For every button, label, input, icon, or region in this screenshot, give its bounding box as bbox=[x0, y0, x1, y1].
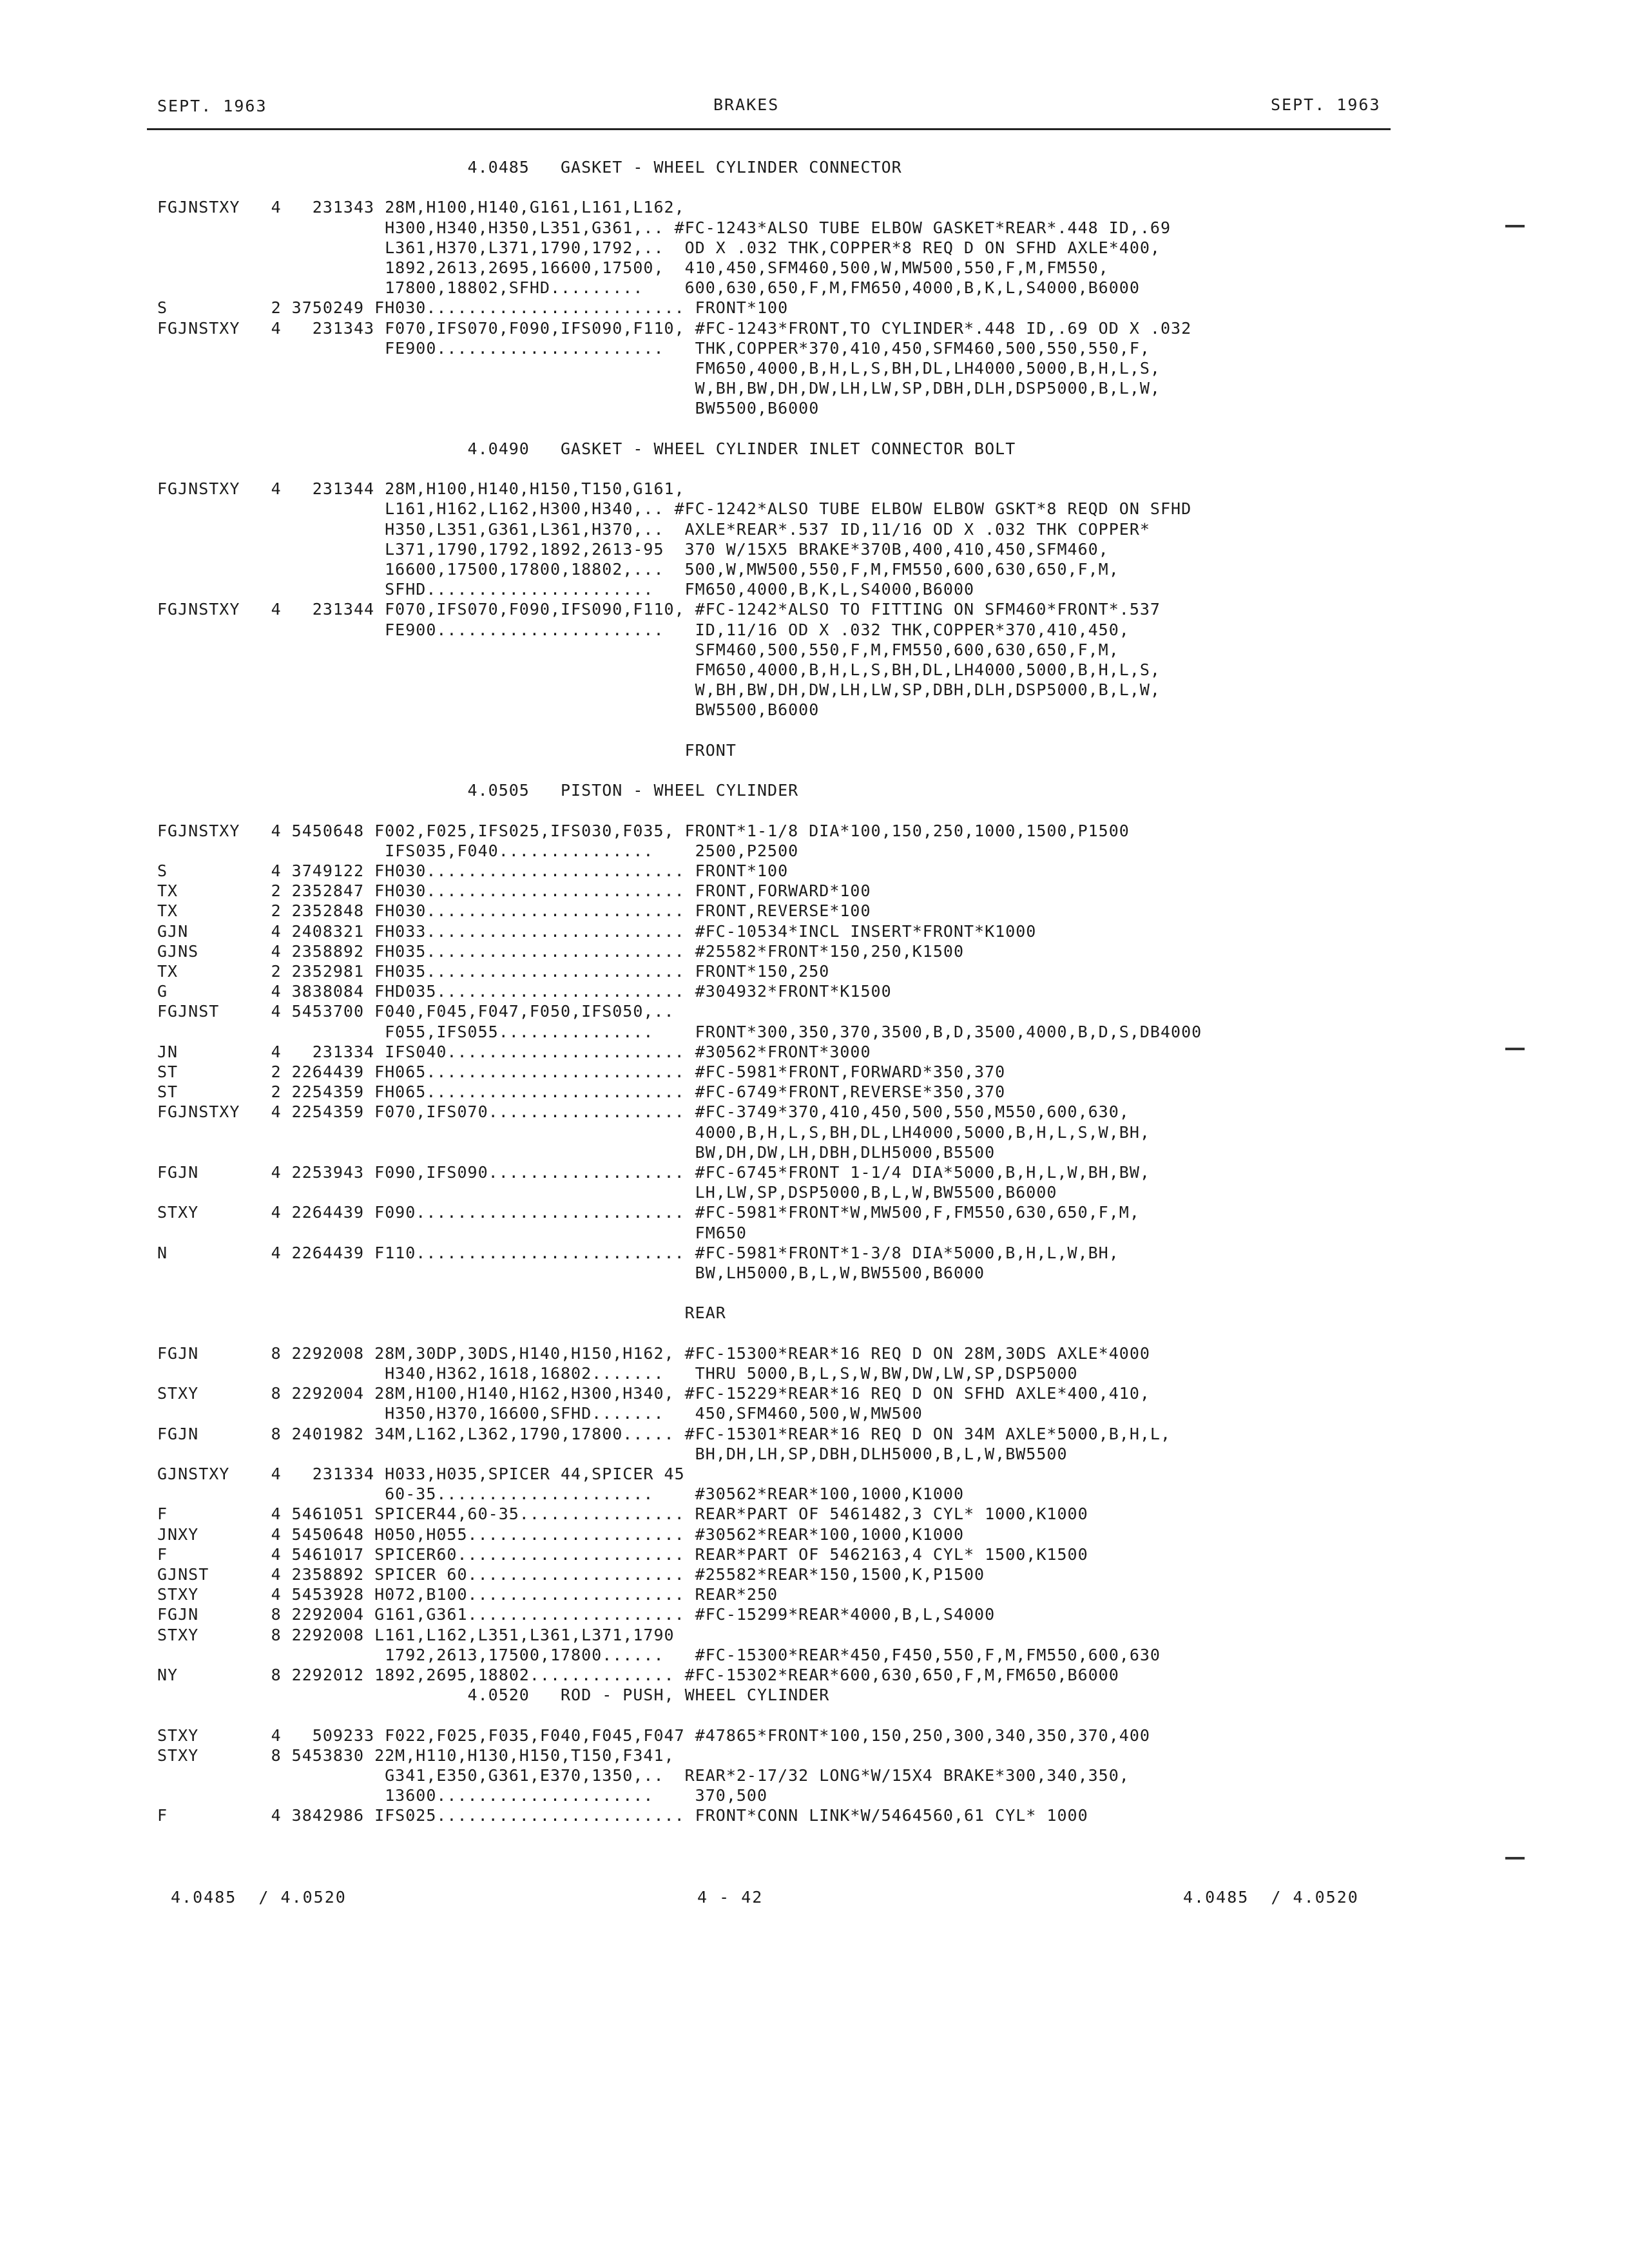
catalog-line: FGJNSTXY 4 231344 28M,H100,H140,H150,T150,G161, bbox=[157, 479, 685, 499]
catalog-line: S 2 3750249 FH030......................... FRONT*100 bbox=[157, 298, 789, 318]
catalog-line: FM650 bbox=[157, 1223, 747, 1242]
catalog-line: 13600..................... 370,500 bbox=[157, 1786, 768, 1805]
catalog-line: SFM460,500,550,F,M,FM550,600,630,650,F,M, bbox=[157, 640, 1119, 659]
catalog-line: JNXY 4 5450648 H050,H055..................... #30562*REAR*100,1000,K1000 bbox=[157, 1524, 964, 1544]
catalog-line: G 4 3838084 FHD035........................ #304932*FRONT*K1500 bbox=[157, 982, 892, 1001]
catalog-line: S 4 3749122 FH030......................... FRONT*100 bbox=[157, 861, 789, 880]
catalog-line: FGJN 4 2253943 F090,IFS090................... #FC-6745*FRONT 1-1/4 DIA*5000,B,H,L,W,BH,BW, bbox=[157, 1163, 1150, 1182]
catalog-line: BH,DH,LH,SP,DBH,DLH5000,B,L,W,BW5500 bbox=[157, 1444, 1068, 1463]
catalog-line: W,BH,BW,DH,DW,LH,LW,SP,DBH,DLH,DSP5000,B,L,W, bbox=[157, 379, 1161, 398]
catalog-line: GJN 4 2408321 FH033......................... #FC-10534*INCL INSERT*FRONT*K1000 bbox=[157, 921, 1037, 941]
catalog-line: FE900...................... ID,11/16 OD X .032 THK,COPPER*370,410,450, bbox=[157, 620, 1130, 639]
margin-mark bbox=[1505, 225, 1525, 227]
catalog-line: TX 2 2352848 FH030......................... FRONT,REVERSE*100 bbox=[157, 901, 871, 921]
footer-section-left: 4.0485 / 4.0520 bbox=[171, 1888, 347, 1907]
catalog-line: SFHD...................... FM650,4000,B,K,L,S4000,B6000 bbox=[157, 580, 975, 599]
margin-mark bbox=[1505, 1857, 1525, 1860]
catalog-line: 4000,B,H,L,S,BH,DL,LH4000,5000,B,H,L,S,W,BH, bbox=[157, 1122, 1150, 1142]
catalog-line: TX 2 2352981 FH035......................... FRONT*150,250 bbox=[157, 962, 830, 981]
catalog-line: IFS035,F040............... 2500,P2500 bbox=[157, 841, 799, 860]
catalog-line: 1792,2613,17500,17800...... #FC-15300*REAR*450,F450,550,F,M,FM550,600,630 bbox=[157, 1645, 1161, 1664]
catalog-line: LH,LW,SP,DSP5000,B,L,W,BW5500,B6000 bbox=[157, 1183, 1057, 1202]
catalog-line: 4.0505 PISTON - WHEEL CYLINDER bbox=[157, 781, 799, 800]
catalog-line: FGJNSTXY 4 231344 F070,IFS070,F090,IFS090,F110, #FC-1242*ALSO TO FITTING ON SFM460*FRONT*.537 bbox=[157, 600, 1161, 619]
catalog-line: STXY 8 2292008 L161,L162,L351,L361,L371,1790 bbox=[157, 1625, 675, 1644]
catalog-line: FGJNSTXY 4 2254359 F070,IFS070................... #FC-3749*370,410,450,500,550,M550,600,630, bbox=[157, 1102, 1130, 1122]
catalog-line: W,BH,BW,DH,DW,LH,LW,SP,DBH,DLH,DSP5000,B,L,W, bbox=[157, 680, 1161, 700]
catalog-line: FM650,4000,B,H,L,S,BH,DL,LH4000,5000,B,H,L,S, bbox=[157, 359, 1161, 378]
footer-section-right: 4.0485 / 4.0520 bbox=[1183, 1888, 1359, 1907]
catalog-line: STXY 4 5453928 H072,B100..................... REAR*250 bbox=[157, 1585, 778, 1604]
catalog-line: STXY 8 2292004 28M,H100,H140,H162,H300,H340, #FC-15229*REAR*16 REQ D ON SFHD AXLE*400,410, bbox=[157, 1384, 1150, 1403]
catalog-line: FE900...................... THK,COPPER*370,410,450,SFM460,500,550,550,F, bbox=[157, 338, 1150, 358]
margin-mark bbox=[1505, 1048, 1525, 1050]
header-date-right: SEPT. 1963 bbox=[1271, 95, 1381, 114]
catalog-line: FGJNSTXY 4 5450648 F002,F025,IFS025,IFS030,F035, FRONT*1-1/8 DIA*100,150,250,1000,1500,P1500 bbox=[157, 821, 1130, 840]
catalog-line: BW5500,B6000 bbox=[157, 700, 820, 720]
catalog-line: FGJNSTXY 4 231343 F070,IFS070,F090,IFS090,F110, #FC-1243*FRONT,TO CYLINDER*.448 ID,.69 OD X .032 bbox=[157, 318, 1192, 338]
header-date-left: SEPT. 1963 bbox=[157, 97, 267, 115]
catalog-line: H350,L351,G361,L361,H370,.. AXLE*REAR*.537 ID,11/16 OD X .032 THK COPPER* bbox=[157, 519, 1150, 539]
catalog-line: F 4 5461017 SPICER60...................... REAR*PART OF 5462163,4 CYL* 1500,K1500 bbox=[157, 1544, 1088, 1564]
catalog-line: G341,E350,G361,E370,1350,.. REAR*2-17/32 LONG*W/15X4 BRAKE*300,340,350, bbox=[157, 1766, 1130, 1785]
catalog-line: NY 8 2292012 1892,2695,18802.............. #FC-15302*REAR*600,630,650,F,M,FM650,B6000 bbox=[157, 1666, 1119, 1684]
header-title: BRAKES bbox=[713, 95, 780, 114]
catalog-line: L371,1790,1792,1892,2613-95 370 W/15X5 BRAKE*370B,400,410,450,SFM460, bbox=[157, 539, 1109, 559]
catalog-line: L161,H162,L162,H300,H340,.. #FC-1242*ALSO TUBE ELBOW ELBOW GSKT*8 REQD ON SFHD bbox=[157, 499, 1192, 519]
catalog-line: GJNST 4 2358892 SPICER 60..................... #25582*REAR*150,1500,K,P1500 bbox=[157, 1565, 985, 1584]
catalog-line: 4.0520 ROD - PUSH, WHEEL CYLINDER bbox=[157, 1686, 830, 1705]
catalog-line: GJNSTXY 4 231334 H033,H035,SPICER 44,SPICER 45 bbox=[157, 1465, 685, 1483]
catalog-line: F055,IFS055............... FRONT*300,350,370,3500,B,D,3500,4000,B,D,S,DB4000 bbox=[157, 1022, 1202, 1041]
catalog-line: FGJN 8 2401982 34M,L162,L362,1790,17800..... #FC-15301*REAR*16 REQ D ON 34M AXLE*5000,B,H,L, bbox=[157, 1424, 1171, 1443]
footer-page-number: 4 - 42 bbox=[697, 1888, 764, 1907]
catalog-line: STXY 4 509233 F022,F025,F035,F040,F045,F047 #47865*FRONT*100,150,250,300,340,350,370,400 bbox=[157, 1725, 1150, 1745]
catalog-line: FGJN 8 2292004 G161,G361..................... #FC-15299*REAR*4000,B,L,S4000 bbox=[157, 1605, 996, 1624]
catalog-line: ST 2 2264439 FH065......................... #FC-5981*FRONT,FORWARD*350,370 bbox=[157, 1062, 1006, 1081]
catalog-line: BW,DH,DW,LH,DBH,DLH5000,B5500 bbox=[157, 1142, 996, 1162]
catalog-line: ST 2 2254359 FH065......................... #FC-6749*FRONT,REVERSE*350,370 bbox=[157, 1082, 1006, 1102]
catalog-line: 17800,18802,SFHD......... 600,630,650,F,M,FM650,4000,B,K,L,S4000,B6000 bbox=[157, 278, 1140, 298]
catalog-line: H340,H362,1618,16802....... THRU 5000,B,L,S,W,BW,DW,LW,SP,DSP5000 bbox=[157, 1364, 1078, 1383]
catalog-line: 60-35..................... #30562*REAR*100,1000,K1000 bbox=[157, 1485, 964, 1504]
catalog-line: H300,H340,H350,L351,G361,.. #FC-1243*ALSO TUBE ELBOW GASKET*REAR*.448 ID,.69 bbox=[157, 218, 1171, 237]
catalog-line: N 4 2264439 F110.......................... #FC-5981*FRONT*1-3/8 DIA*5000,B,H,L,W,BH, bbox=[157, 1243, 1119, 1262]
catalog-line: STXY 4 2264439 F090.......................... #FC-5981*FRONT*W,MW500,F,FM550,630,650,F,M, bbox=[157, 1203, 1140, 1222]
catalog-line: REAR bbox=[157, 1303, 726, 1323]
header-rule bbox=[147, 128, 1391, 130]
catalog-line: FGJN 8 2292008 28M,30DP,30DS,H140,H150,H162, #FC-15300*REAR*16 REQ D ON 28M,30DS AXLE*4000 bbox=[157, 1343, 1150, 1363]
catalog-line: F 4 3842986 IFS025........................ FRONT*CONN LINK*W/5464560,61 CYL* 1000 bbox=[157, 1806, 1088, 1825]
catalog-line: 1892,2613,2695,16600,17500, 410,450,SFM460,500,W,MW500,550,F,M,FM550, bbox=[157, 258, 1109, 277]
catalog-line: GJNS 4 2358892 FH035......................... #25582*FRONT*150,250,K1500 bbox=[157, 941, 964, 961]
catalog-line: F 4 5461051 SPICER44,60-35................ REAR*PART OF 5461482,3 CYL* 1000,K1000 bbox=[157, 1504, 1088, 1524]
catalog-line: STXY 8 5453830 22M,H110,H130,H150,T150,F341, bbox=[157, 1745, 675, 1765]
catalog-line: FM650,4000,B,H,L,S,BH,DL,LH4000,5000,B,H,L,S, bbox=[157, 660, 1161, 679]
catalog-line: 4.0490 GASKET - WHEEL CYLINDER INLET CONNECTOR BOLT bbox=[157, 439, 1016, 458]
catalog-line: FGJNSTXY 4 231343 28M,H100,H140,G161,L161,L162, bbox=[157, 198, 685, 217]
catalog-line: BW,LH5000,B,L,W,BW5500,B6000 bbox=[157, 1264, 985, 1282]
catalog-line: FRONT bbox=[157, 740, 737, 760]
catalog-line: L361,H370,L371,1790,1792,.. OD X .032 THK,COPPER*8 REQ D ON SFHD AXLE*400, bbox=[157, 238, 1161, 257]
catalog-line: 4.0485 GASKET - WHEEL CYLINDER CONNECTOR bbox=[157, 158, 902, 177]
catalog-line: 16600,17500,17800,18802,... 500,W,MW500,550,F,M,FM550,600,630,650,F,M, bbox=[157, 560, 1119, 579]
catalog-line: JN 4 231334 IFS040....................... #30562*FRONT*3000 bbox=[157, 1042, 871, 1061]
catalog-line: TX 2 2352847 FH030......................... FRONT,FORWARD*100 bbox=[157, 881, 871, 901]
catalog-line: BW5500,B6000 bbox=[157, 399, 820, 418]
catalog-line: FGJNST 4 5453700 F040,F045,F047,F050,IFS050,.. bbox=[157, 1002, 675, 1021]
catalog-line: H350,H370,16600,SFHD....... 450,SFM460,500,W,MW500 bbox=[157, 1404, 923, 1423]
